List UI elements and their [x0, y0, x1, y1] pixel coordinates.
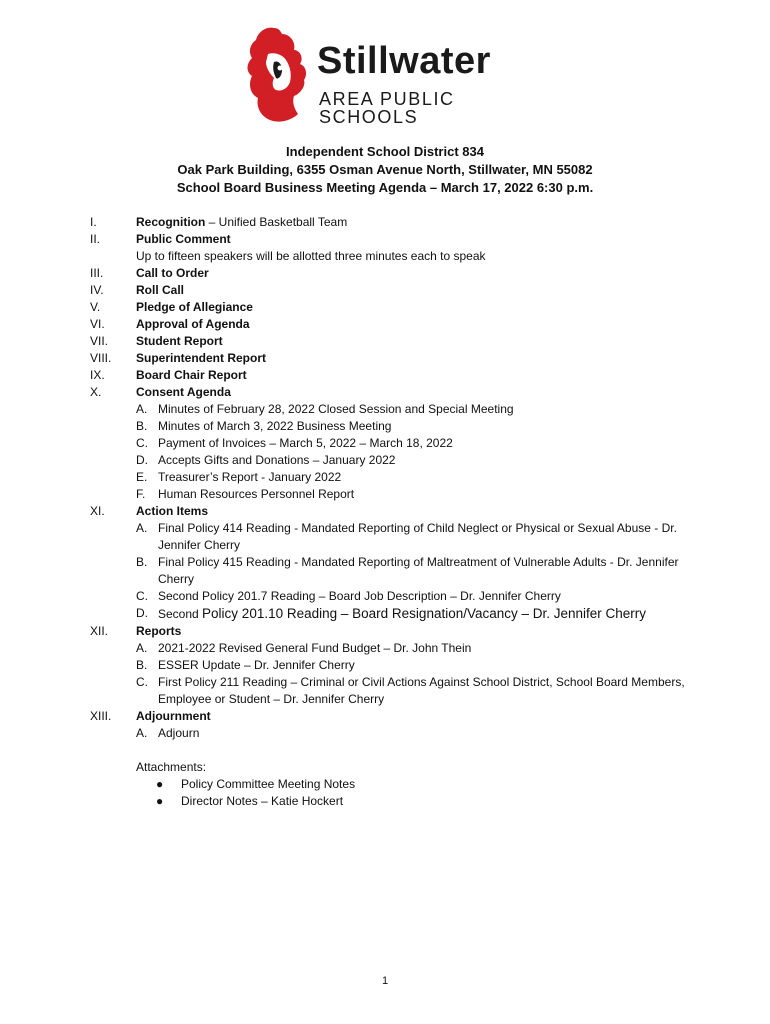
- sub-item: C. Second Policy 201.7 Reading – Board Job Description – Dr. Jennifer Cherry: [136, 589, 561, 603]
- agenda-list: [90, 214, 690, 742]
- agenda-item: [90, 231, 690, 265]
- agenda-number: VII.: [90, 334, 109, 348]
- sub-item: A. Adjourn: [136, 726, 200, 740]
- sub-item: F. Human Resources Personnel Report: [136, 487, 355, 501]
- sub-item: C. Payment of Invoices – March 5, 2022 – March 18, 2022: [136, 436, 453, 450]
- logo-subtitle: AREA PUBLIC SCHOOLS: [319, 89, 455, 127]
- agenda-item: [90, 265, 690, 282]
- agenda-number: II.: [90, 232, 101, 246]
- agenda-number: I.: [90, 215, 97, 229]
- agenda-item: [90, 282, 690, 299]
- sub-item: A. 2021-2022 Revised General Fund Budget – Dr. John Thein: [136, 641, 472, 655]
- agenda-title: Call to Order: [136, 266, 209, 280]
- agenda-title: Public Comment: [136, 232, 231, 246]
- mustang-head-icon: [244, 24, 310, 124]
- agenda-title: Student Report: [136, 334, 223, 348]
- agenda-item: [90, 350, 690, 367]
- agenda-item: [90, 299, 690, 316]
- agenda-title: Adjournment: [136, 709, 211, 723]
- agenda-item: [90, 333, 690, 350]
- agenda-number: IX.: [90, 368, 105, 382]
- agenda-detail: – Unified Basketball Team: [205, 215, 348, 229]
- attachments-label: Attachments:: [136, 760, 207, 774]
- agenda-item: [90, 384, 690, 503]
- agenda-number: XII.: [90, 624, 109, 638]
- sub-item: E. Treasurer’s Report - January 2022: [136, 470, 342, 484]
- sub-item: D. Second Policy 201.10 Reading – Board Resignation/Vacancy – Dr. Jennifer Cherry: [136, 606, 647, 621]
- agenda-title: Roll Call: [136, 283, 185, 297]
- agenda-title: Board Chair Report: [136, 368, 247, 382]
- attachments-section: [136, 759, 355, 810]
- agenda-title: Recognition: [136, 215, 206, 229]
- agenda-title: Approval of Agenda: [136, 317, 250, 331]
- sub-item: C. First Policy 211 Reading – Criminal or Civil Actions Against School District, School Board Members, Employee or Student – Dr. Jennifer Cherry: [136, 675, 685, 706]
- meeting-location: Oak Park Building, 6355 Osman Avenue North, Stillwater, MN 55082: [177, 162, 593, 177]
- agenda-number: VIII.: [90, 351, 112, 365]
- agenda-item: [90, 503, 690, 623]
- agenda-item: [90, 214, 690, 231]
- agenda-title: Pledge of Allegiance: [136, 300, 253, 314]
- sub-item: D. Accepts Gifts and Donations – January 2022: [136, 453, 396, 467]
- document-heading: [0, 143, 770, 197]
- sub-item: B. Final Policy 415 Reading - Mandated Reporting of Maltreatment of Vulnerable Adults - Dr. Jennifer Cherry: [136, 555, 679, 586]
- agenda-number: XIII.: [90, 709, 112, 723]
- agenda-title: Consent Agenda: [136, 385, 231, 399]
- logo-wordmark: Stillwater: [317, 40, 491, 82]
- bullet-icon: ●: [156, 794, 164, 808]
- sub-item: A. Minutes of February 28, 2022 Closed Session and Special Meeting: [136, 402, 514, 416]
- agenda-number: XI.: [90, 504, 105, 518]
- sub-item: B. ESSER Update – Dr. Jennifer Cherry: [136, 658, 355, 672]
- sub-item: B. Minutes of March 3, 2022 Business Meeting: [136, 419, 392, 433]
- agenda-number: VI.: [90, 317, 105, 331]
- agenda-item: [90, 623, 690, 708]
- sub-item: A. Final Policy 414 Reading - Mandated Reporting of Child Neglect or Physical or Sexual Abuse - Dr. Jennifer Cherry: [136, 521, 677, 552]
- agenda-item: [90, 367, 690, 384]
- agenda-title: Superintendent Report: [136, 351, 267, 365]
- meeting-title: School Board Business Meeting Agenda – March 17, 2022 6:30 p.m.: [176, 180, 594, 195]
- attachment-item: ● Director Notes – Katie Hockert: [156, 794, 344, 808]
- agenda-item: [90, 708, 690, 742]
- agenda-item: [90, 316, 690, 333]
- agenda-number: V.: [90, 300, 101, 314]
- agenda-title: Action Items: [136, 504, 209, 518]
- page-number: 1: [381, 975, 389, 987]
- district-logo: [244, 22, 534, 126]
- agenda-number: III.: [90, 266, 104, 280]
- agenda-number: IV.: [90, 283, 104, 297]
- agenda-number: X.: [90, 385, 102, 399]
- attachment-item: ● Policy Committee Meeting Notes: [156, 777, 356, 791]
- district-name: Independent School District 834: [286, 144, 484, 159]
- agenda-title: Reports: [136, 624, 182, 638]
- bullet-icon: ●: [156, 777, 164, 791]
- agenda-note: Up to fifteen speakers will be allotted three minutes each to speak: [136, 249, 486, 263]
